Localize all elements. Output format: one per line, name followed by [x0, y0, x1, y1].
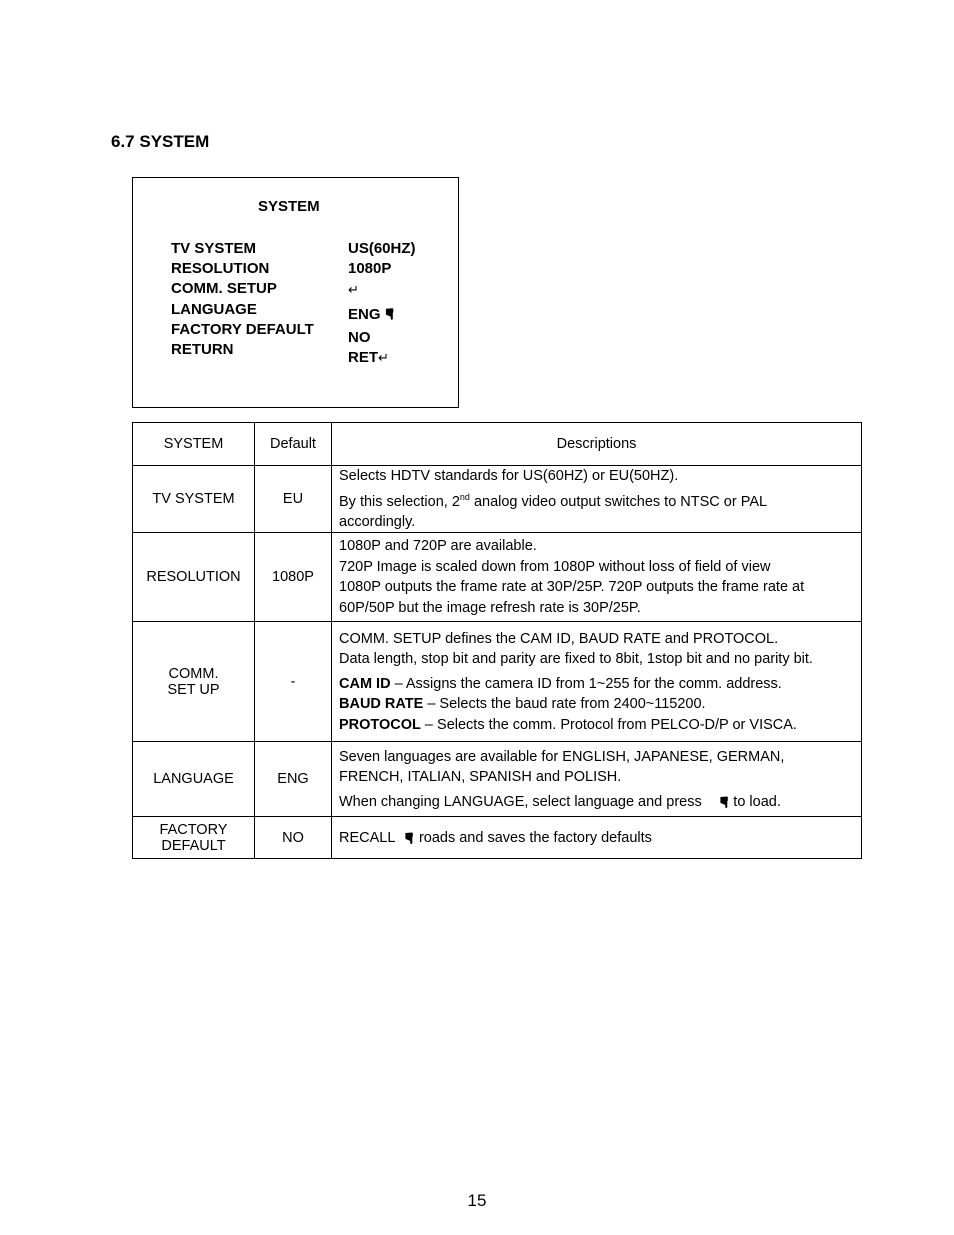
- page-number: 15: [467, 1191, 487, 1210]
- desc-text: When changing LANGUAGE, select language and press: [339, 793, 702, 810]
- menu-label-resolution: RESOLUTION: [171, 260, 270, 277]
- hand-pointer-icon: ☛: [380, 307, 398, 321]
- menu-value-resolution: 1080P: [348, 260, 392, 277]
- menu-value-language: [348, 305, 396, 323]
- term: PROTOCOL: [339, 716, 421, 733]
- header-system: SYSTEM: [133, 423, 255, 466]
- menu-value-return-text: RET: [348, 349, 378, 366]
- desc-line: [339, 487, 855, 512]
- row-system-name: [133, 817, 255, 859]
- table-row: [133, 533, 862, 622]
- system-name-line: SET UP: [167, 681, 220, 698]
- desc-text: analog video output switches to NTSC or PAL: [469, 493, 768, 510]
- row-system-name: RESOLUTION: [133, 533, 255, 622]
- desc-text: RECALL: [339, 829, 396, 846]
- enter-icon: ↵: [348, 282, 359, 297]
- desc-text: – Selects the comm. Protocol from PELCO-D/P or VISCA.: [420, 716, 797, 733]
- desc-line: [339, 792, 855, 813]
- table-row: [133, 622, 862, 742]
- desc-text: By this selection, 2: [339, 493, 460, 510]
- table-row: [133, 817, 862, 859]
- table-header-row: [133, 423, 862, 466]
- desc-line: 60P/50P but the image refresh rate is 30P/25P.: [339, 599, 641, 616]
- desc-line: FRENCH, ITALIAN, SPANISH and POLISH.: [339, 769, 622, 786]
- desc-line: 1080P outputs the frame rate at 30P/25P. 720P outputs the frame rate at: [339, 579, 805, 596]
- desc-line: COMM. SETUP defines the CAM ID, BAUD RATE and PROTOCOL.: [339, 630, 779, 647]
- desc-line: Selects HDTV standards for US(60HZ) or EU(50HZ).: [339, 468, 679, 484]
- system-name-line: COMM.: [168, 665, 219, 682]
- row-description: [332, 466, 862, 533]
- enter-icon: ↵: [378, 350, 389, 365]
- desc-line: Seven languages are available for ENGLISH, JAPANESE, GERMAN,: [339, 748, 785, 765]
- system-menu-osd: [132, 177, 459, 408]
- row-default-value: ENG: [255, 742, 332, 817]
- menu-value-tv-system: US(60HZ): [348, 240, 416, 257]
- row-default-value: EU: [255, 466, 332, 533]
- menu-label-factory-default: FACTORY DEFAULT: [171, 321, 314, 338]
- hand-pointer-icon: ☛: [400, 831, 418, 845]
- header-default: Default: [255, 423, 332, 466]
- row-system-name: [133, 622, 255, 742]
- desc-line: 1080P and 720P are available.: [339, 538, 537, 555]
- term: CAM ID: [339, 675, 391, 692]
- system-name-line: DEFAULT: [161, 837, 226, 854]
- row-default-value: -: [255, 622, 332, 742]
- desc-item-protocol: [339, 715, 855, 736]
- desc-line: accordingly.: [339, 513, 416, 530]
- row-description: [332, 817, 862, 859]
- desc-line: Data length, stop bit and parity are fixed to 8bit, 1stop bit and no parity bit.: [339, 651, 813, 668]
- menu-value-language-text: ENG: [348, 306, 381, 323]
- row-description: [332, 533, 862, 622]
- table-row: [133, 742, 862, 817]
- table-row: [133, 466, 862, 533]
- menu-value-factory-default: NO: [348, 329, 371, 346]
- row-description: [332, 742, 862, 817]
- header-descriptions: Descriptions: [332, 423, 862, 466]
- section-title: 6.7 SYSTEM: [111, 132, 210, 151]
- row-description: [332, 622, 862, 742]
- menu-value-return: [348, 349, 389, 366]
- hand-pointer-icon: ☛: [714, 795, 732, 809]
- row-default-value: NO: [255, 817, 332, 859]
- desc-line: 720P Image is scaled down from 1080P without loss of field of view: [339, 558, 771, 575]
- desc-item-baud-rate: [339, 694, 855, 715]
- system-settings-table: [132, 422, 862, 859]
- row-system-name: TV SYSTEM: [133, 466, 255, 533]
- menu-label-return: RETURN: [171, 341, 234, 358]
- desc-text: roads and saves the factory defaults: [418, 829, 652, 846]
- desc-text: to load.: [733, 793, 781, 810]
- menu-title: SYSTEM: [258, 198, 320, 215]
- menu-label-tv-system: TV SYSTEM: [171, 240, 257, 257]
- superscript: nd: [459, 491, 470, 502]
- menu-label-comm-setup: COMM. SETUP: [171, 280, 277, 297]
- term: BAUD RATE: [339, 696, 424, 713]
- row-default-value: 1080P: [255, 533, 332, 622]
- desc-text: – Assigns the camera ID from 1~255 for the comm. address.: [390, 675, 782, 692]
- desc-text: – Selects the baud rate from 2400~115200.: [423, 696, 706, 713]
- system-name-line: FACTORY: [159, 821, 228, 838]
- row-system-name: LANGUAGE: [133, 742, 255, 817]
- menu-label-language: LANGUAGE: [171, 301, 257, 318]
- desc-item-cam-id: [339, 674, 855, 695]
